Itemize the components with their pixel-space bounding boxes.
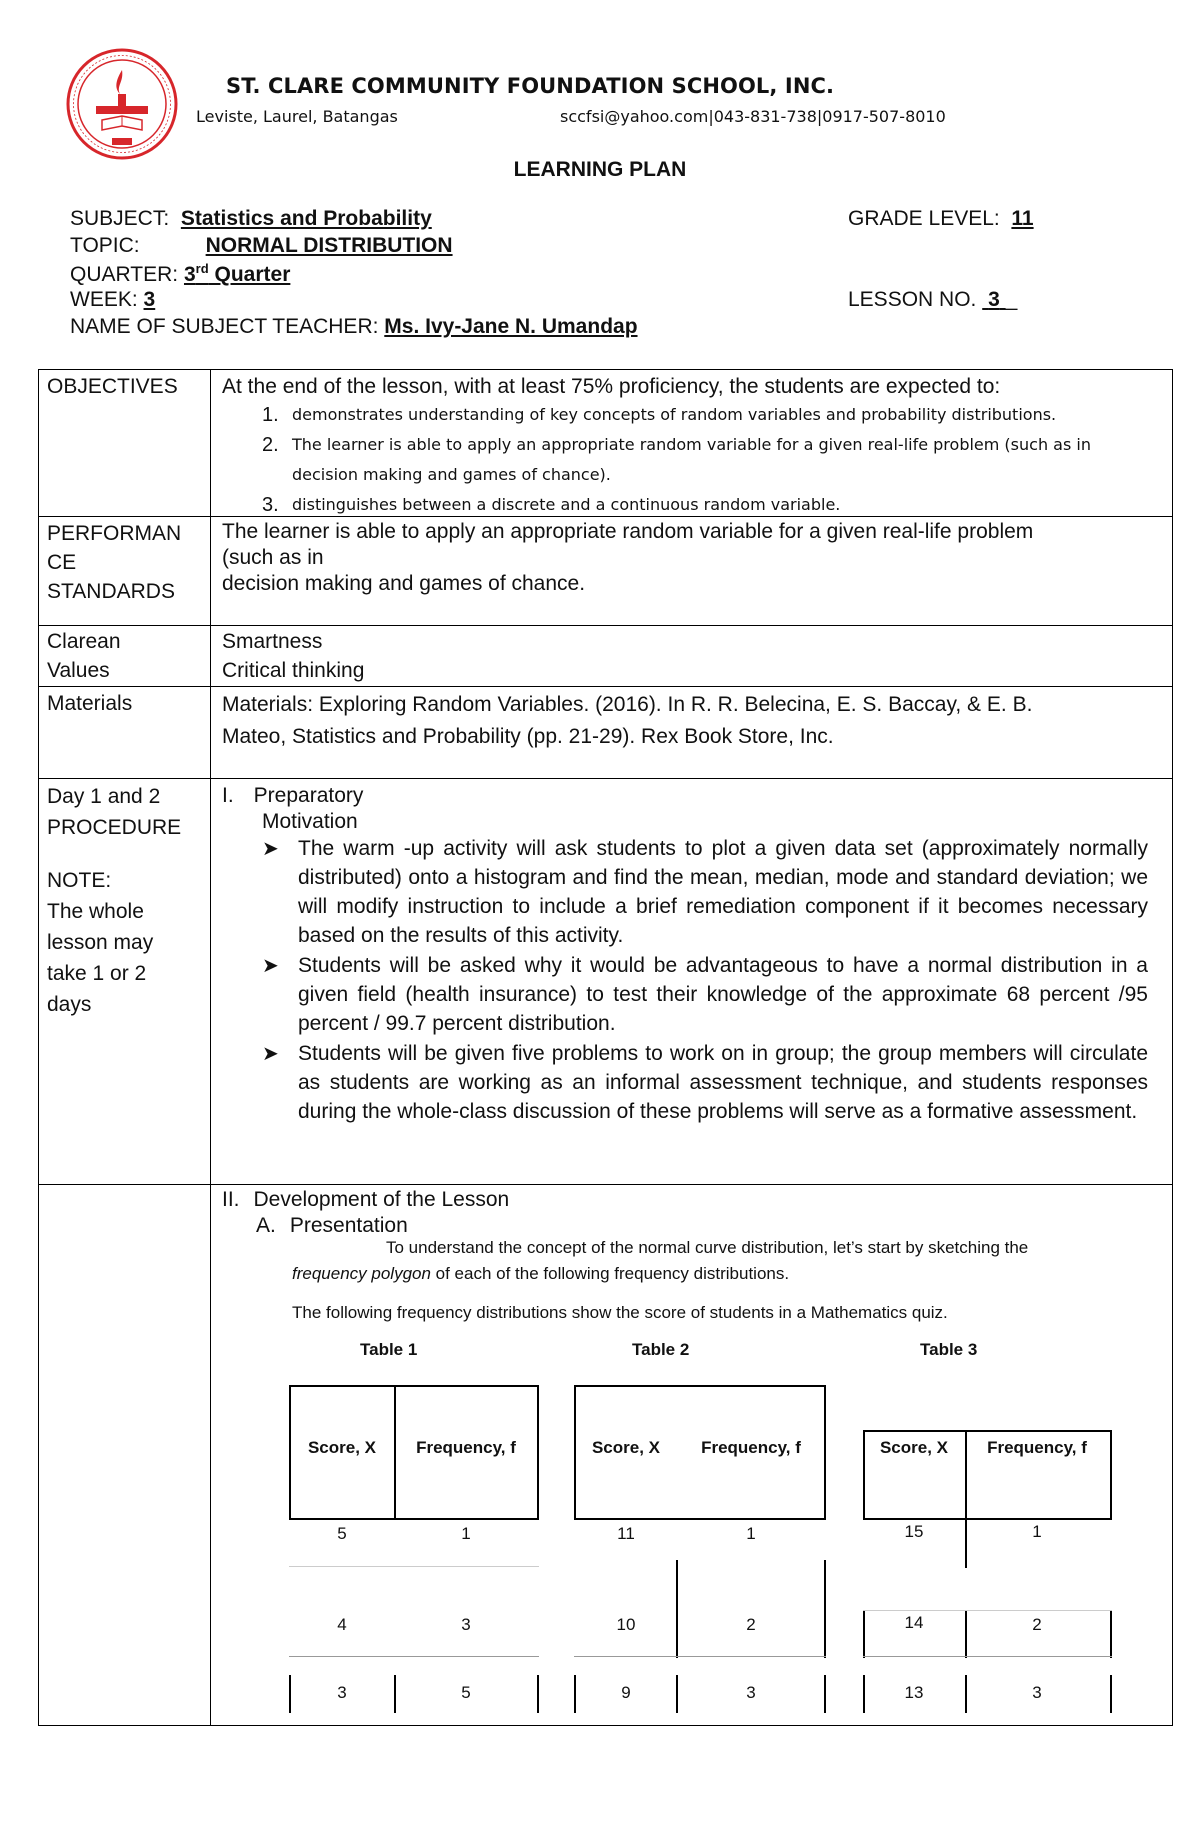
table-cell: 4	[337, 1615, 347, 1634]
objective-item: 2. The learner is able to apply an appropriate random variable for a given real-life problem (such as in	[262, 434, 1091, 456]
table-cell: 1	[746, 1524, 756, 1543]
lesson-no-field: LESSON NO. 3 _	[848, 288, 1018, 311]
column-header: Frequency, f	[701, 1438, 801, 1457]
table-cell: 10	[616, 1615, 636, 1634]
table-rule	[38, 686, 1173, 687]
table-cell: 1	[461, 1524, 471, 1543]
objective-item: 1. demonstrates understanding of key concepts of random variables and probability distributions.	[262, 404, 1057, 426]
school-seal-logo	[66, 48, 178, 160]
objectives-intro: At the end of the lesson, with at least 75% proficiency, the students are expected to:	[222, 375, 1001, 398]
school-contact: sccfsi@yahoo.com|043-831-738|0917-507-8010	[560, 107, 946, 126]
table-cell: 3	[461, 1615, 471, 1634]
presentation-paragraph-2: The following frequency distributions show the score of students in a Mathematics quiz.	[292, 1303, 948, 1322]
objectives-list	[250, 400, 1091, 520]
objectives-label: OBJECTIVES	[47, 375, 178, 398]
teacher-field: NAME OF SUBJECT TEACHER: Ms. Ivy-Jane N. Umandap	[70, 315, 638, 338]
procedure-label: Day 1 and 2 PROCEDURE NOTE: The whole lesson may take 1 or 2 days	[47, 785, 182, 1016]
table-rule	[38, 625, 1173, 626]
table-cell: 3	[1032, 1683, 1042, 1702]
table-cell: 2	[746, 1615, 756, 1634]
quarter-value: 3rd Quarter	[183, 261, 291, 286]
table-cell: 9	[621, 1683, 631, 1702]
subject-field: SUBJECT: Statistics and Probability	[70, 207, 432, 230]
column-header: Score, X	[591, 1438, 661, 1457]
week-value: 3	[143, 288, 156, 311]
table-rule	[1172, 369, 1173, 1726]
table-cell: 2	[1032, 1615, 1042, 1634]
grade-level-value: 11	[1011, 207, 1034, 230]
table-cell: 15	[904, 1522, 924, 1541]
table-rule	[38, 369, 1173, 370]
topic-value: NORMAL DISTRIBUTION	[205, 234, 453, 257]
table-title: Table 1	[360, 1340, 418, 1359]
motivation-bullet: Students will be given five problems to work on in group; the group members will circulate as students are working as an informal assessment technique, and students responses during the whole-class discussion of these problems will serve as a formative assessment.	[298, 1042, 1148, 1123]
arrow-bullet-icon: ➤	[262, 955, 279, 977]
grade-level-field: GRADE LEVEL: 11	[848, 207, 1034, 230]
table-rule	[38, 369, 39, 1726]
materials-label: Materials	[47, 692, 133, 715]
column-header: Frequency, f	[987, 1438, 1087, 1457]
arrow-bullet-icon: ➤	[262, 1043, 279, 1065]
school-name: ST. CLARE COMMUNITY FOUNDATION SCHOOL, INC.	[226, 74, 835, 98]
performance-label: PERFORMAN CE STANDARDS	[47, 522, 182, 603]
presentation-paragraph-1-cont: frequency polygon of each of the following frequency distributions.	[292, 1264, 790, 1283]
section-development: II. Development of the Lesson	[222, 1188, 510, 1211]
arrow-bullet-icon: ➤	[262, 838, 279, 860]
subsection-presentation: A. Presentation	[256, 1214, 408, 1237]
lesson-no-value: 3	[988, 288, 1000, 311]
week-field: WEEK: 3	[70, 288, 156, 311]
table-cell: 13	[904, 1683, 924, 1702]
performance-text: The learner is able to apply an appropriate random variable for a given real-life problem (such as in decision making and games of chance.	[222, 520, 1034, 595]
document-title: LEARNING PLAN	[513, 158, 687, 181]
table-cell: 14	[904, 1613, 924, 1632]
table-rule	[38, 1725, 1173, 1726]
column-header: Score, X	[307, 1438, 377, 1457]
table-rule	[38, 778, 1173, 779]
values-list: Smartness Critical thinking	[222, 630, 365, 682]
topic-field: TOPIC: NORMAL DISTRIBUTION	[70, 234, 453, 257]
objective-item-continued: decision making and games of chance).	[292, 465, 611, 484]
table-title: Table 2	[632, 1340, 690, 1359]
quarter-field: QUARTER: 3rd Quarter	[70, 261, 291, 286]
presentation-paragraph-1: To understand the concept of the normal curve distribution, let’s start by sketching the	[386, 1238, 1029, 1257]
table-cell: 5	[461, 1683, 471, 1702]
table-cell: 1	[1032, 1522, 1042, 1541]
subject-value: Statistics and Probability	[180, 207, 432, 230]
materials-text: Materials: Exploring Random Variables. (2016). In R. R. Belecina, E. S. Baccay, & E. B. Mateo, Statistics and Probability (pp. 21-29). Rex Book Store, Inc.	[222, 693, 1033, 748]
table-cell: 3	[337, 1683, 347, 1702]
table-cell: 5	[337, 1524, 347, 1543]
column-header: Score, X	[879, 1438, 949, 1457]
motivation-bullet: The warm -up activity will ask students to plot a given data set (approximately normally distributed) onto a histogram and find the mean, median, mode and standard deviation; we will modify instruction to include a brief remediation component if it becomes necessary based on the results of this activity.	[298, 837, 1148, 947]
school-address: Leviste, Laurel, Batangas	[196, 107, 398, 126]
teacher-value: Ms. Ivy-Jane N. Umandap	[384, 315, 638, 338]
table-title: Table 3	[920, 1340, 978, 1359]
table-cell: 3	[746, 1683, 756, 1702]
table-rule	[210, 369, 211, 1726]
section-preparatory: I. Preparatory	[222, 784, 364, 807]
table-rule	[38, 1184, 1173, 1185]
subsection-motivation: Motivation	[262, 810, 358, 833]
motivation-bullet: Students will be asked why it would be advantageous to have a normal distribution in a given field (health insurance) to test their knowledge of the approximate 68 percent /95 percent / 99.7 percent distribution.	[298, 954, 1148, 1035]
values-label: Clarean Values	[47, 630, 121, 682]
column-header: Frequency, f	[416, 1438, 516, 1457]
table-cell: 11	[617, 1524, 635, 1543]
objective-item: 3. distinguishes between a discrete and a continuous random variable.	[262, 494, 841, 516]
